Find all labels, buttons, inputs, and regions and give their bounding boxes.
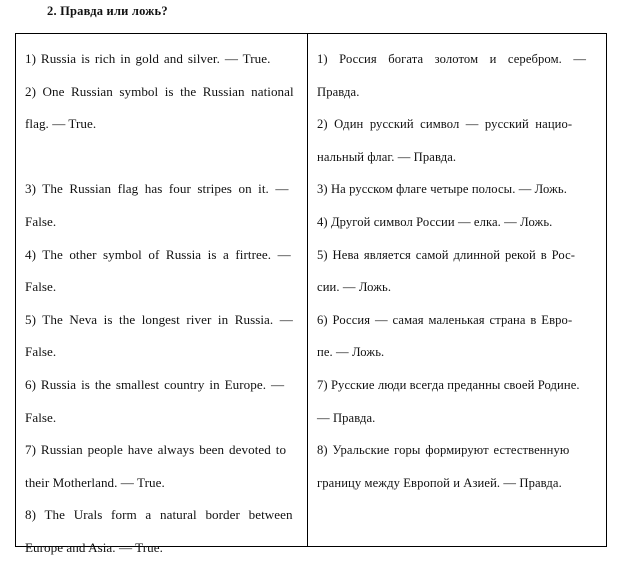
answer-line: 2) Один русский символ — русский нацио- <box>317 117 573 132</box>
answer-line: 3) The Russian flag has four stripes on it. — <box>25 181 289 197</box>
answer-line: flag. — True. <box>25 116 97 132</box>
answer-line: False. <box>25 409 57 425</box>
answer-line: 5) Нева является самой длинной рекой в Рос- <box>317 247 576 262</box>
answer-line: 8) The Urals form a natural border between <box>25 507 293 523</box>
answer-line: 4) The other symbol of Russia is a firtree. — <box>25 246 291 262</box>
answer-line: нальный флаг. — Правда. <box>317 149 457 164</box>
answer-line: False. <box>25 279 57 295</box>
answers-table <box>15 33 607 555</box>
table-column-russian <box>308 34 606 546</box>
answer-line: False. <box>25 213 57 229</box>
exercise-title: 2. Правда или ложь? <box>47 4 168 18</box>
answer-line: 7) Русские люди всегда преданны своей Родине. <box>317 377 580 392</box>
answer-line: 4) Другой символ России — елка. — Ложь. <box>317 214 553 229</box>
spacer-line <box>25 141 299 174</box>
table-column-english <box>16 34 308 555</box>
answer-line: сии. — Ложь. <box>317 280 392 295</box>
answer-line: — Правда. <box>317 410 376 425</box>
answer-line: Europe and Asia. — True. <box>25 539 163 555</box>
answer-line: Правда. <box>317 84 360 99</box>
answer-line: границу между Европой и Азией. — Правда. <box>317 475 562 490</box>
answer-line: 6) Россия — самая маленькая страна в Евро- <box>317 312 573 327</box>
answer-line: 6) Russia is the smallest country in Europe. — <box>25 376 285 392</box>
answer-line: 3) На русском флаге четыре полосы. — Ложь. <box>317 182 567 197</box>
answer-line: 5) The Neva is the longest river in Russia. — <box>25 311 293 327</box>
answer-line: False. <box>25 344 57 360</box>
answer-line: 1) Россия богата золотом и серебром. — <box>317 52 587 66</box>
answer-line: 1) Russia is rich in gold and silver. — True. <box>25 51 271 66</box>
answer-line: 8) Уральские горы формируют естественную <box>317 443 570 458</box>
answer-line: their Motherland. — True. <box>25 474 165 490</box>
answer-line: 7) Russian people have always been devoted to <box>25 442 287 458</box>
answer-line: 2) One Russian symbol is the Russian national <box>25 83 294 99</box>
answer-line: пе. — Ложь. <box>317 345 385 360</box>
